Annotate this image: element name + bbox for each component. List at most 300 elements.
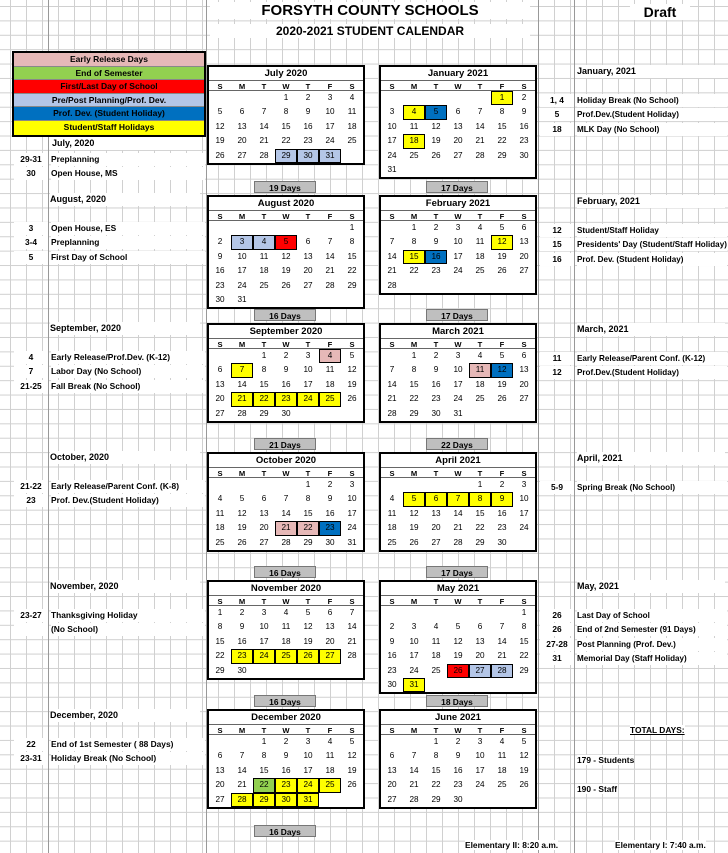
- section-header: July, 2020: [52, 137, 202, 150]
- day-cell: 27: [469, 664, 491, 678]
- day-cell: 14: [497, 636, 507, 646]
- event-text: Post Planning (Prof. Dev.): [577, 638, 727, 651]
- day-cell: 5: [239, 494, 245, 504]
- weekday-label: W: [275, 80, 297, 91]
- weekday-label: M: [231, 467, 253, 478]
- day-grid: [381, 91, 535, 177]
- day-cell: 29: [275, 149, 297, 163]
- day-cell: 29: [253, 793, 275, 807]
- event-date: 26: [540, 623, 574, 636]
- day-cell: 22: [409, 394, 419, 404]
- day-grid: [381, 606, 535, 692]
- day-cell: 17: [453, 251, 463, 261]
- day-cell: 24: [409, 665, 419, 675]
- empty-cell: [403, 606, 425, 620]
- section-header: November, 2020: [50, 580, 200, 593]
- day-cell: 26: [215, 150, 225, 160]
- day-cell: 20: [215, 780, 225, 790]
- weekday-header: [209, 210, 363, 221]
- calendar-title: August 2020: [257, 198, 315, 209]
- day-cell: 18: [387, 523, 397, 533]
- day-cell: 17: [409, 651, 419, 661]
- day-cell: 25: [347, 136, 357, 146]
- legend: [12, 51, 206, 137]
- day-cell: 21: [325, 266, 335, 276]
- days-count: 17 Days: [426, 566, 488, 578]
- day-cell: 25: [475, 266, 485, 276]
- day-cell: 21: [387, 266, 397, 276]
- day-cell: 19: [347, 379, 357, 389]
- day-cell: 26: [347, 780, 357, 790]
- day-cell: 11: [387, 508, 397, 518]
- day-cell: 14: [237, 379, 247, 389]
- day-cell: 1: [217, 608, 223, 617]
- day-cell: 21: [259, 136, 269, 146]
- day-cell: 24: [519, 523, 529, 533]
- weekday-label: F: [319, 595, 341, 606]
- calendar-title: March 2021: [432, 326, 484, 337]
- month-calendar: [207, 709, 365, 809]
- weekday-label: T: [425, 724, 447, 735]
- day-cell: 2: [305, 93, 311, 102]
- day-cell: 20: [431, 523, 441, 533]
- day-cell: 24: [475, 780, 485, 790]
- day-cell: 21: [387, 394, 397, 404]
- weekday-label: T: [469, 467, 491, 478]
- event-date: 7: [14, 365, 48, 378]
- day-cell: 4: [349, 93, 355, 102]
- empty-cell: [209, 478, 231, 492]
- day-cell: 1: [521, 608, 527, 617]
- day-cell: 4: [403, 105, 425, 119]
- day-cell: 26: [519, 780, 529, 790]
- weekday-label: T: [469, 210, 491, 221]
- event-text: Early Release/Parent Conf. (K-8): [51, 480, 205, 493]
- day-cell: 31: [297, 793, 319, 807]
- day-cell: 10: [475, 751, 485, 761]
- days-count: 22 Days: [426, 438, 488, 450]
- day-cell: 14: [387, 379, 397, 389]
- event-date: 11: [540, 352, 574, 365]
- day-cell: 17: [303, 379, 313, 389]
- day-cell: 18: [281, 636, 291, 646]
- day-cell: 19: [519, 765, 529, 775]
- day-grid: [381, 349, 535, 421]
- day-cell: 29: [215, 665, 225, 675]
- day-cell: 6: [217, 365, 223, 375]
- day-cell: 3: [261, 608, 267, 617]
- day-cell: 6: [425, 492, 447, 506]
- day-cell: 12: [409, 508, 419, 518]
- day-cell: 3: [231, 235, 253, 249]
- weekday-label: T: [297, 80, 319, 91]
- month-calendar: [207, 65, 365, 165]
- day-cell: 15: [497, 121, 507, 131]
- day-cell: 16: [325, 508, 335, 518]
- event-date: 22: [14, 738, 48, 751]
- weekday-label: S: [513, 724, 535, 735]
- day-cell: 27: [237, 150, 247, 160]
- day-cell: 4: [499, 737, 505, 746]
- day-cell: 16: [425, 250, 447, 264]
- day-cell: 6: [327, 608, 333, 617]
- day-cell: 25: [319, 392, 341, 406]
- empty-cell: [231, 221, 253, 235]
- event-date: 21-22: [14, 480, 48, 493]
- elementary-i-time: Elementary I: 7:40 a.m.: [615, 840, 706, 850]
- empty-cell: [275, 478, 297, 492]
- weekday-label: W: [447, 80, 469, 91]
- empty-cell: [447, 478, 469, 492]
- day-cell: 3: [477, 737, 483, 746]
- day-cell: 17: [347, 508, 357, 518]
- day-cell: 7: [499, 622, 505, 632]
- weekday-label: T: [253, 724, 275, 735]
- day-cell: 8: [499, 107, 505, 117]
- day-cell: 19: [281, 266, 291, 276]
- empty-cell: [491, 606, 513, 620]
- empty-cell: [209, 349, 231, 363]
- calendar-title: September 2020: [249, 326, 323, 337]
- day-grid: [209, 606, 363, 678]
- weekday-label: W: [275, 338, 297, 349]
- weekday-label: T: [253, 595, 275, 606]
- legend-item: Prof. Dev. (Student Holiday): [14, 107, 204, 121]
- empty-cell: [297, 221, 319, 235]
- calendar-title: June 2021: [435, 712, 481, 723]
- empty-cell: [447, 91, 469, 105]
- weekday-label: S: [341, 210, 363, 221]
- day-grid: [381, 221, 535, 293]
- day-cell: 1: [491, 91, 513, 105]
- day-cell: 9: [389, 636, 395, 646]
- day-cell: 25: [215, 537, 225, 547]
- empty-cell: [253, 221, 275, 235]
- day-cell: 2: [433, 223, 439, 232]
- day-cell: 20: [303, 266, 313, 276]
- day-cell: 21: [237, 780, 247, 790]
- day-cell: 18: [403, 134, 425, 148]
- day-cell: 22: [431, 780, 441, 790]
- day-cell: 19: [237, 523, 247, 533]
- event-date: 16: [540, 253, 574, 266]
- day-cell: 23: [453, 780, 463, 790]
- day-cell: 9: [239, 622, 245, 632]
- days-count: 16 Days: [254, 825, 316, 837]
- calendar-title: May 2021: [436, 583, 480, 594]
- day-cell: 30: [453, 794, 463, 804]
- day-cell: 2: [239, 608, 245, 617]
- section-header: February, 2021: [577, 195, 725, 208]
- day-cell: 24: [453, 266, 463, 276]
- month-calendar: [379, 195, 537, 295]
- day-cell: 1: [349, 223, 355, 232]
- day-cell: 19: [431, 136, 441, 146]
- empty-cell: [381, 221, 403, 235]
- day-cell: 30: [431, 408, 441, 418]
- day-cell: 23: [431, 266, 441, 276]
- weekday-label: W: [447, 338, 469, 349]
- day-cell: 18: [347, 121, 357, 131]
- weekday-label: F: [491, 467, 513, 478]
- day-cell: 22: [475, 523, 485, 533]
- day-cell: 1: [411, 223, 417, 232]
- day-cell: 7: [239, 751, 245, 761]
- day-cell: 26: [297, 649, 319, 663]
- weekday-label: T: [469, 595, 491, 606]
- day-cell: 27: [431, 537, 441, 547]
- day-cell: 8: [261, 365, 267, 375]
- day-cell: 15: [347, 251, 357, 261]
- section-header: April, 2021: [577, 452, 725, 465]
- day-cell: 8: [261, 751, 267, 761]
- day-cell: 30: [519, 150, 529, 160]
- weekday-label: M: [231, 80, 253, 91]
- calendar-title: February 2021: [425, 198, 491, 209]
- section-header: January, 2021: [577, 65, 725, 78]
- day-cell: 14: [237, 765, 247, 775]
- empty-cell: [209, 221, 231, 235]
- day-cell: 25: [319, 778, 341, 792]
- weekday-label: F: [319, 210, 341, 221]
- empty-cell: [253, 478, 275, 492]
- weekday-label: S: [381, 80, 403, 91]
- day-cell: 14: [387, 251, 397, 261]
- day-cell: 3: [327, 93, 333, 102]
- day-cell: 24: [387, 150, 397, 160]
- weekday-label: S: [513, 467, 535, 478]
- day-cell: 22: [519, 651, 529, 661]
- event-text: Prof. Dev. (Student Holiday): [577, 253, 727, 266]
- day-cell: 10: [325, 107, 335, 117]
- day-cell: 16: [431, 379, 441, 389]
- day-cell: 9: [305, 107, 311, 117]
- day-cell: 3: [411, 622, 417, 632]
- day-cell: 25: [497, 780, 507, 790]
- day-cell: 29: [519, 665, 529, 675]
- weekday-label: S: [341, 467, 363, 478]
- day-cell: 22: [497, 136, 507, 146]
- day-cell: 29: [475, 537, 485, 547]
- day-cell: 10: [387, 121, 397, 131]
- weekday-label: T: [297, 467, 319, 478]
- calendar-title: October 2020: [255, 455, 317, 466]
- weekday-label: S: [209, 467, 231, 478]
- day-cell: 23: [303, 136, 313, 146]
- weekday-label: W: [447, 724, 469, 735]
- day-cell: 13: [519, 237, 529, 247]
- weekday-label: S: [513, 595, 535, 606]
- day-cell: 14: [347, 622, 357, 632]
- event-date: 5: [540, 108, 574, 121]
- weekday-label: M: [403, 210, 425, 221]
- day-cell: 6: [521, 351, 527, 360]
- calendar-title: July 2020: [264, 68, 308, 79]
- day-cell: 11: [409, 121, 419, 131]
- weekday-label: F: [491, 80, 513, 91]
- legend-item: Student/Staff Holidays: [14, 121, 204, 135]
- event-date: 31: [540, 652, 574, 665]
- event-text: Early Release/Parent Conf. (K-12): [577, 352, 727, 365]
- weekday-header: [381, 595, 535, 606]
- weekday-header: [209, 467, 363, 478]
- weekday-label: T: [469, 724, 491, 735]
- day-cell: 26: [497, 394, 507, 404]
- day-cell: 28: [347, 651, 357, 661]
- day-cell: 5: [499, 223, 505, 232]
- day-cell: 1: [411, 351, 417, 360]
- day-cell: 3: [455, 351, 461, 360]
- event-text: Student/Staff Holiday: [577, 224, 727, 237]
- empty-cell: [403, 478, 425, 492]
- days-count: 16 Days: [254, 309, 316, 321]
- day-cell: 31: [403, 678, 425, 692]
- day-cell: 23: [387, 665, 397, 675]
- legend-item: Early Release Days: [14, 53, 204, 67]
- day-cell: 2: [283, 737, 289, 746]
- weekday-label: T: [425, 338, 447, 349]
- day-cell: 20: [237, 136, 247, 146]
- day-cell: 18: [475, 251, 485, 261]
- day-cell: 8: [411, 237, 417, 247]
- event-text: First Day of School: [51, 251, 205, 264]
- day-cell: 26: [237, 537, 247, 547]
- day-cell: 7: [447, 492, 469, 506]
- day-cell: 4: [283, 608, 289, 617]
- day-cell: 21: [409, 780, 419, 790]
- weekday-label: F: [491, 595, 513, 606]
- day-cell: 24: [253, 649, 275, 663]
- day-cell: 31: [347, 537, 357, 547]
- day-cell: 5: [275, 235, 297, 249]
- day-cell: 13: [325, 622, 335, 632]
- day-cell: 20: [519, 379, 529, 389]
- days-count: 18 Days: [426, 695, 488, 707]
- day-cell: 17: [303, 765, 313, 775]
- event-text: Memorial Day (Staff Holiday): [577, 652, 727, 665]
- day-cell: 29: [303, 537, 313, 547]
- day-cell: 4: [217, 494, 223, 504]
- day-cell: 31: [453, 408, 463, 418]
- day-cell: 30: [297, 149, 319, 163]
- month-calendar: [379, 709, 537, 809]
- day-cell: 9: [327, 494, 333, 504]
- event-text: Spring Break (No School): [577, 481, 727, 494]
- day-cell: 23: [275, 392, 297, 406]
- event-date: 23-31: [14, 752, 48, 765]
- day-cell: 3: [455, 223, 461, 232]
- event-date: 3-4: [14, 236, 48, 249]
- day-cell: 27: [215, 408, 225, 418]
- day-cell: 25: [387, 537, 397, 547]
- day-cell: 10: [303, 365, 313, 375]
- weekday-label: T: [253, 338, 275, 349]
- weekday-header: [381, 338, 535, 349]
- day-cell: 8: [521, 622, 527, 632]
- day-cell: 13: [431, 508, 441, 518]
- day-cell: 7: [349, 608, 355, 617]
- day-cell: 10: [259, 622, 269, 632]
- day-cell: 13: [303, 251, 313, 261]
- weekday-label: W: [447, 595, 469, 606]
- day-cell: 5: [425, 105, 447, 119]
- month-calendar: [379, 580, 537, 694]
- day-cell: 7: [231, 363, 253, 377]
- day-cell: 7: [389, 237, 395, 247]
- day-cell: 26: [347, 394, 357, 404]
- day-cell: 11: [325, 365, 335, 375]
- day-cell: 5: [349, 351, 355, 360]
- day-cell: 28: [281, 537, 291, 547]
- day-cell: 9: [455, 751, 461, 761]
- day-cell: 20: [519, 251, 529, 261]
- empty-cell: [381, 735, 403, 749]
- weekday-label: F: [319, 338, 341, 349]
- weekday-label: S: [381, 467, 403, 478]
- day-cell: 23: [275, 778, 297, 792]
- day-cell: 12: [519, 751, 529, 761]
- day-cell: 20: [215, 394, 225, 404]
- day-cell: 13: [259, 508, 269, 518]
- event-text: Holiday Break (No School): [577, 94, 727, 107]
- day-cell: 25: [431, 665, 441, 675]
- month-calendar: [379, 65, 537, 179]
- day-cell: 23: [497, 523, 507, 533]
- day-cell: 13: [475, 636, 485, 646]
- day-cell: 21: [275, 521, 297, 535]
- day-cell: 17: [519, 508, 529, 518]
- weekday-header: [209, 724, 363, 735]
- weekday-label: S: [209, 80, 231, 91]
- day-cell: 3: [521, 480, 527, 489]
- day-cell: 20: [453, 136, 463, 146]
- day-cell: 6: [217, 751, 223, 761]
- day-cell: 11: [431, 636, 441, 646]
- weekday-label: S: [209, 210, 231, 221]
- day-cell: 6: [521, 223, 527, 232]
- day-cell: 2: [521, 93, 527, 102]
- weekday-header: [381, 724, 535, 735]
- event-text: Fall Break (No School): [51, 380, 205, 393]
- event-date: 26: [540, 609, 574, 622]
- day-cell: 11: [325, 751, 335, 761]
- empty-cell: [209, 91, 231, 105]
- day-cell: 6: [305, 237, 311, 247]
- month-calendar: [379, 323, 537, 423]
- day-cell: 19: [215, 136, 225, 146]
- month-calendar: [207, 452, 365, 552]
- day-cell: 28: [325, 280, 335, 290]
- day-cell: 4: [477, 223, 483, 232]
- day-cell: 21: [347, 636, 357, 646]
- weekday-label: T: [425, 467, 447, 478]
- day-cell: 17: [259, 636, 269, 646]
- day-cell: 11: [259, 251, 269, 261]
- day-cell: 25: [275, 649, 297, 663]
- day-cell: 24: [297, 778, 319, 792]
- day-cell: 7: [283, 494, 289, 504]
- day-cell: 11: [497, 751, 507, 761]
- day-cell: 2: [389, 622, 395, 632]
- weekday-header: [381, 210, 535, 221]
- day-cell: 4: [319, 349, 341, 363]
- day-cell: 12: [347, 751, 357, 761]
- day-cell: 18: [215, 523, 225, 533]
- day-cell: 28: [237, 408, 247, 418]
- weekday-label: T: [297, 724, 319, 735]
- day-cell: 20: [387, 780, 397, 790]
- weekday-label: T: [297, 210, 319, 221]
